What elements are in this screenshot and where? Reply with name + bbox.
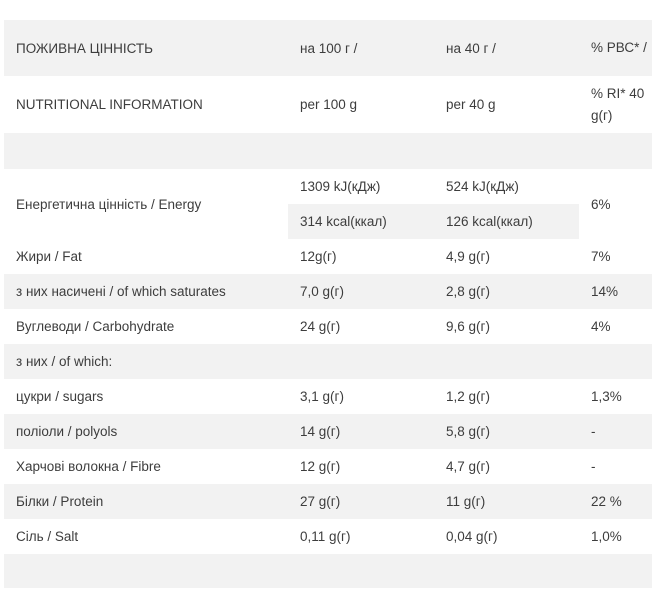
row-per100 — [288, 344, 434, 379]
header-per100-ua: на 100 г / — [300, 40, 358, 56]
row-per100: 3,1 g(г) — [300, 389, 344, 404]
row-per40: 1,2 g(г) — [446, 389, 490, 404]
row-pct: 14% — [591, 284, 619, 299]
header-per40-ua: на 40 г / — [446, 40, 496, 56]
row-name: з них насичені / of which saturates — [16, 284, 226, 299]
header-row-en — [4, 76, 652, 133]
row-pct: 7% — [591, 249, 611, 264]
row-per100: 12g(г) — [300, 249, 337, 264]
row-per40: 9,6 g(г) — [446, 319, 490, 334]
row-per100: 14 g(г) — [300, 424, 341, 439]
row-name: Жири / Fat — [16, 249, 82, 264]
row-pct: 22 % — [591, 494, 622, 509]
table-row — [4, 344, 652, 379]
table-row — [4, 414, 652, 449]
row-per40: 4,9 g(г) — [446, 249, 490, 264]
spacer-row — [4, 133, 652, 169]
row-per40: 4,7 g(г) — [446, 459, 490, 474]
energy-kj-40: 524 kJ(кДж) — [434, 169, 579, 204]
energy-name: Енергетична цінність / Energy — [16, 196, 202, 212]
header-row-ua — [4, 20, 652, 76]
row-per40 — [434, 344, 579, 379]
energy-kj-100: 1309 kJ(кДж) — [288, 169, 434, 204]
header-name-ua: ПОЖИВНА ЦІННІСТЬ — [16, 40, 153, 56]
row-per40: 11 g(г) — [446, 494, 486, 509]
header-name-en: NUTRITIONAL INFORMATION — [16, 97, 203, 112]
row-name: поліоли / polyols — [16, 424, 118, 439]
energy-kcal-40: 126 kcal(ккал) — [434, 204, 579, 239]
energy-kcal-100: 314 kcal(ккал) — [288, 204, 434, 239]
energy-values — [288, 169, 579, 239]
row-name: цукри / sugars — [16, 389, 104, 404]
row-name: з них / of which: — [16, 354, 113, 369]
header-per40-en: per 40 g — [446, 97, 496, 112]
row-pct: 4% — [591, 319, 611, 334]
table-row — [4, 274, 652, 309]
row-name: Сіль / Salt — [16, 529, 79, 544]
header-pct-ua: % РВС* / — [591, 40, 647, 55]
row-per40: 2,8 g(г) — [446, 284, 490, 299]
energy-row — [4, 169, 652, 239]
row-per100: 0,11 g(г) — [300, 529, 351, 544]
row-per100: 27 g(г) — [300, 494, 341, 509]
header-pct-en: % RI* 40 g(г) — [591, 85, 645, 123]
header-per100-en: per 100 g — [300, 97, 358, 112]
energy-pct: 6% — [591, 196, 611, 212]
table-row — [4, 239, 652, 274]
row-name: Білки / Protein — [16, 494, 104, 509]
row-pct: 1,3% — [591, 389, 622, 404]
footer-spacer-row — [4, 554, 652, 588]
row-pct: 1,0% — [591, 529, 622, 544]
nutrition-table — [4, 20, 652, 588]
table-row — [4, 309, 652, 344]
row-name: Вуглеводи / Carbohydrate — [16, 319, 175, 334]
row-per100: 12 g(г) — [300, 459, 341, 474]
row-per40: 5,8 g(г) — [446, 424, 490, 439]
table-row — [4, 484, 652, 519]
table-row — [4, 519, 652, 554]
row-name: Харчові волокна / Fibre — [16, 459, 161, 474]
row-per100: 7,0 g(г) — [300, 284, 344, 299]
row-pct — [579, 344, 652, 379]
row-per40: 0,04 g(г) — [446, 529, 498, 544]
table-row — [4, 449, 652, 484]
row-per100: 24 g(г) — [300, 319, 341, 334]
table-row — [4, 379, 652, 414]
row-pct: - — [591, 459, 596, 474]
row-pct: - — [591, 424, 596, 439]
